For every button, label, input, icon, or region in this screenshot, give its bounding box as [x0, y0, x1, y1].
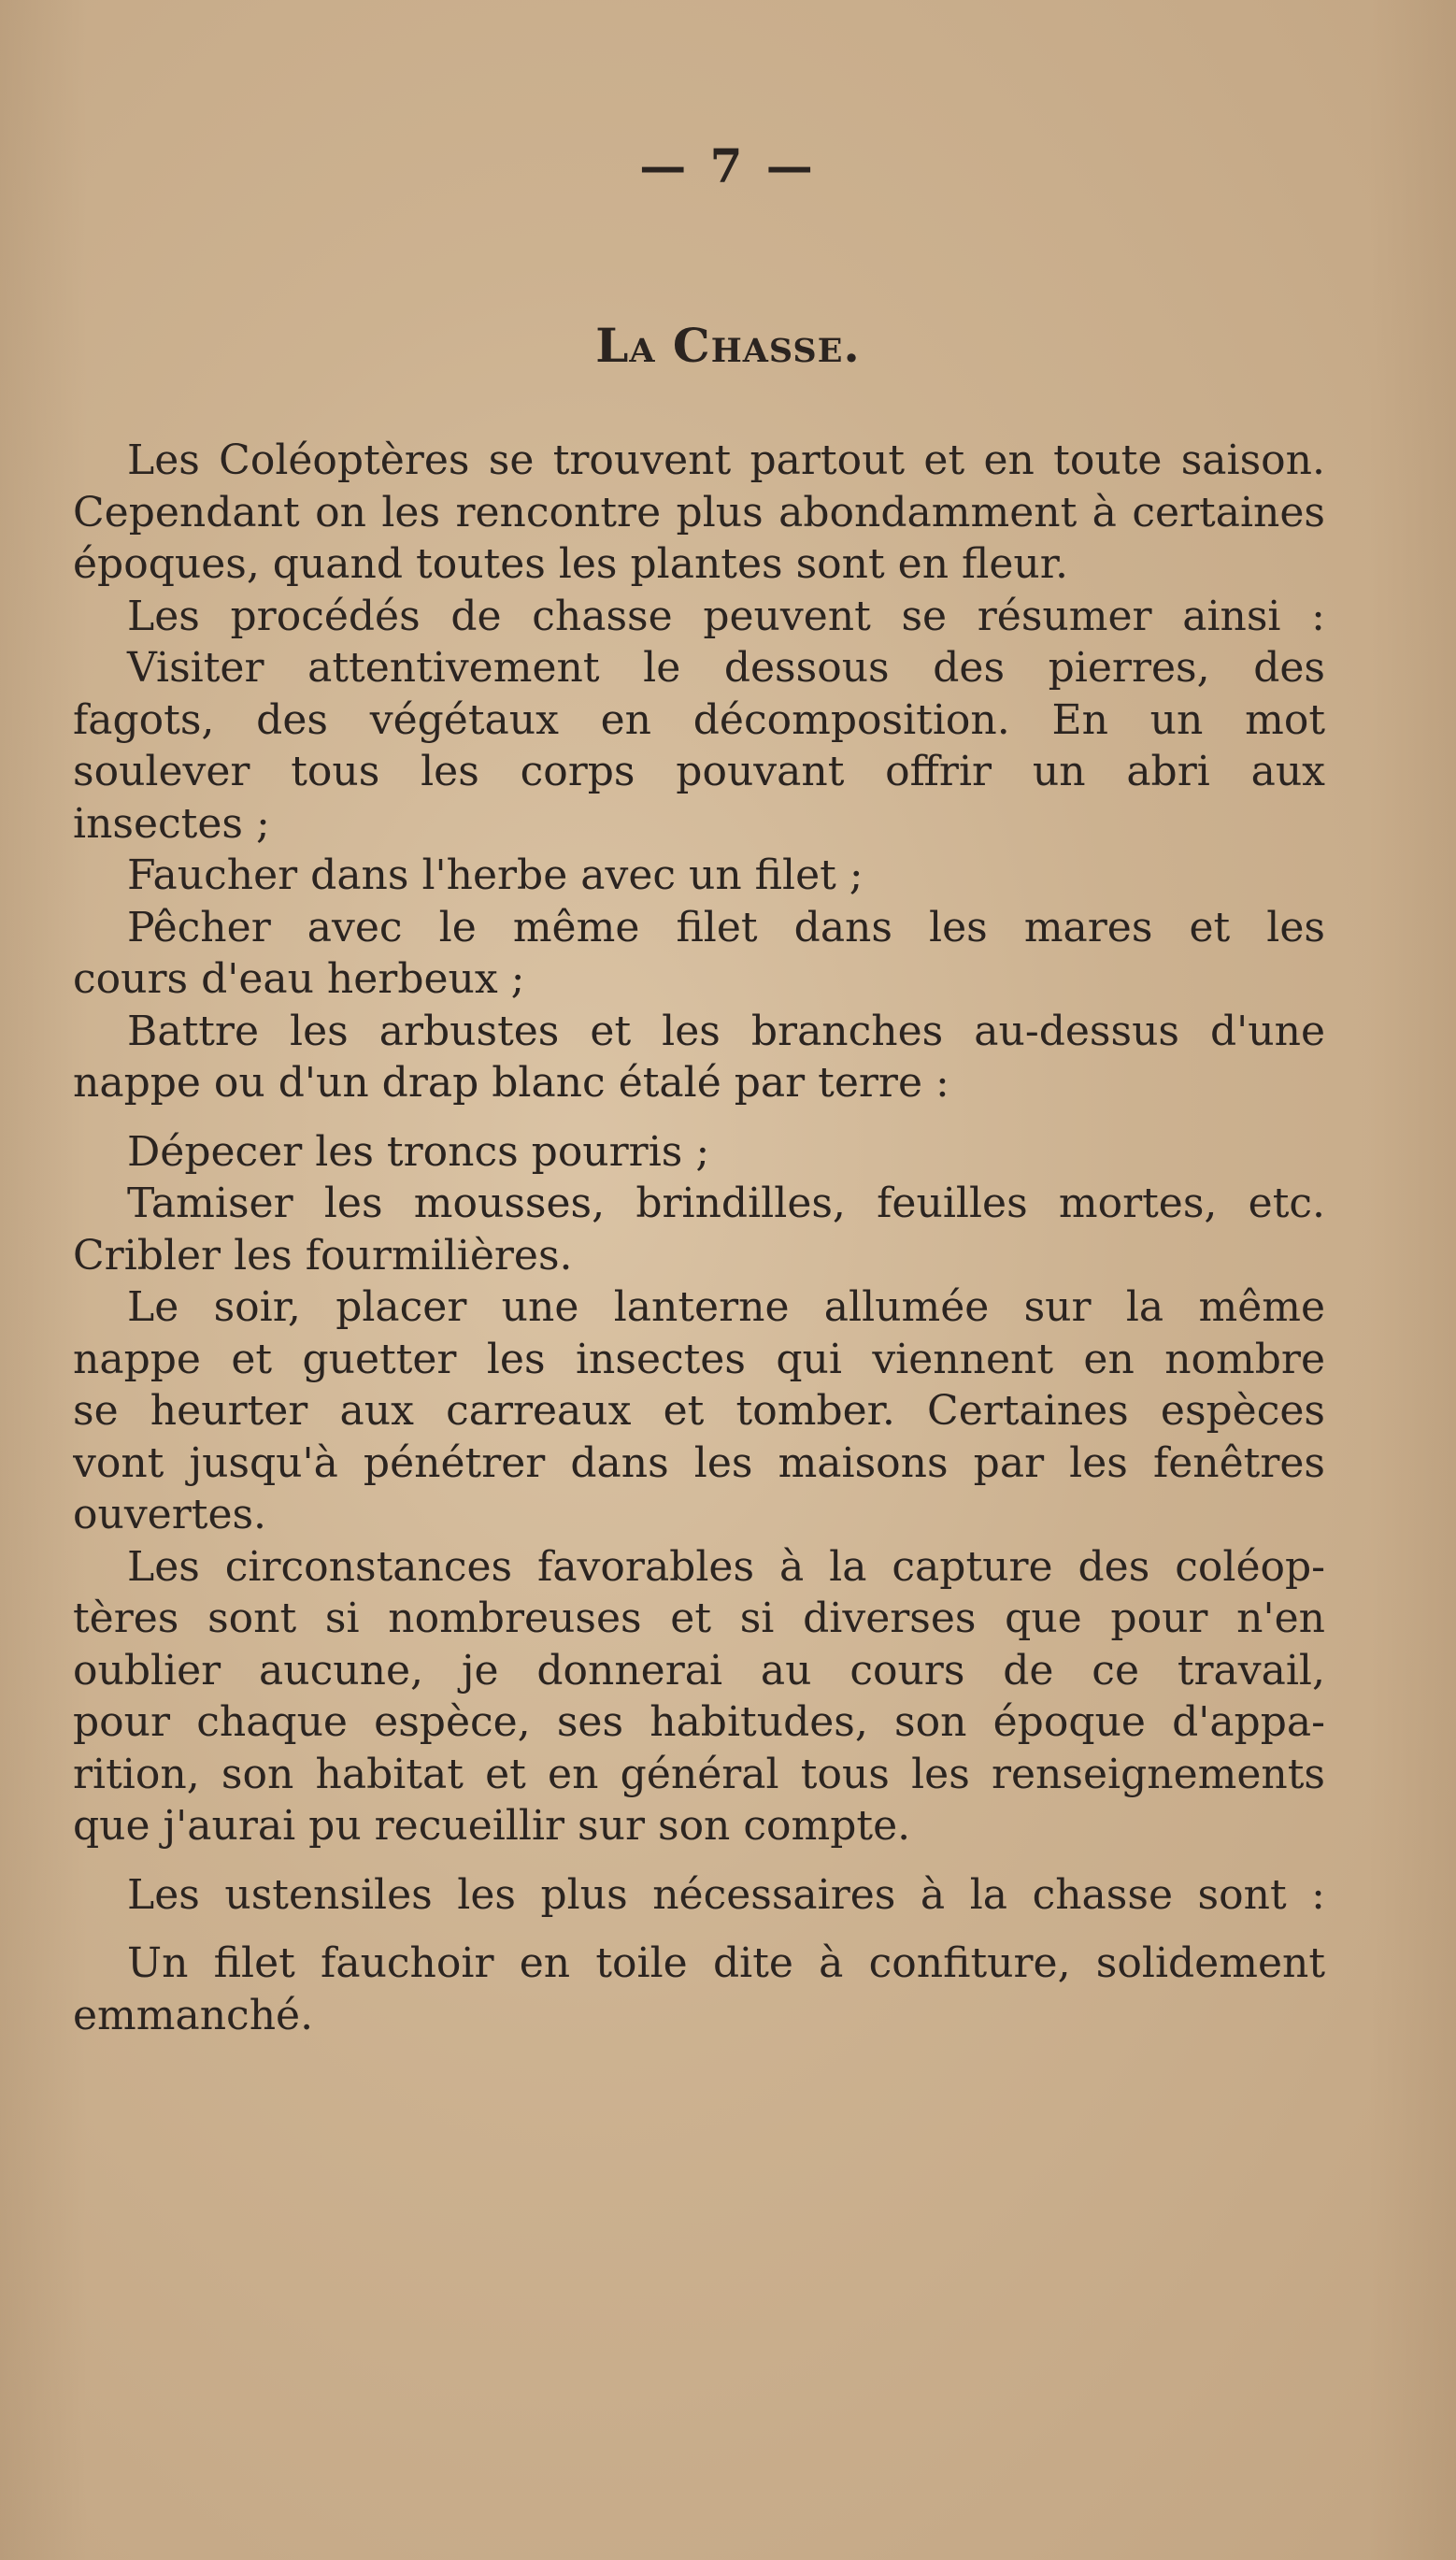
text-line: pour chaque espèce, ses habitudes, son époque d'appa- [73, 1698, 1325, 1746]
text-line: Un filet fauchoir en toile dite à confiture, solidement [127, 1939, 1325, 1987]
text-line: Tamiser les mousses, brindilles, feuilles mortes, etc. [127, 1180, 1325, 1227]
text-line: Les Coléoptères se trouvent partout et en toute saison. [127, 436, 1325, 484]
text-line: fagots, des végétaux en décomposition. En un mot [73, 695, 1325, 744]
text-line: soulever tous les corps pouvant offrir un abri aux [73, 748, 1325, 795]
text-line: oublier aucune, je donnerai au cours de ce travail, [73, 1646, 1325, 1695]
text-line: se heurter aux carreaux et tomber. Certaines espèces [73, 1387, 1325, 1435]
text-line: Les ustensiles les plus nécessaires à la chasse sont : [127, 1870, 1325, 1919]
text-line: nappe ou d'un drap blanc étalé par terre : [73, 1059, 949, 1107]
text-line: rition, son habitat et en général tous les renseignements [73, 1750, 1325, 1798]
page-number: — 7 — [639, 138, 817, 193]
text-line: Cependant on les rencontre plus abondamment à certaines [73, 488, 1325, 536]
text-line: que j'aurai pu recueillir sur son compte. [73, 1802, 911, 1850]
text-line: Le soir, placer une lanterne allumée sur la même [127, 1283, 1325, 1331]
text-line: époques, quand toutes les plantes sont en fleur. [73, 540, 1068, 588]
text-line: Cribler les fourmilières. [73, 1231, 573, 1280]
text-line: vont jusqu'à pénétrer dans les maisons par les fenêtres [73, 1438, 1325, 1487]
text-line: Les circonstances favorables à la capture des coléop- [127, 1542, 1325, 1591]
text-line: ouvertes. [73, 1491, 267, 1538]
text-line: Dépecer les troncs pourris ; [127, 1127, 710, 1176]
text-line: Battre les arbustes et les branches au-dessus d'une [127, 1007, 1325, 1055]
text-line: emmanché. [73, 1991, 314, 2039]
text-line: tères sont si nombreuses et si diverses que pour n'en [73, 1595, 1325, 1642]
text-line: nappe et guetter les insectes qui viennent en nombre [73, 1335, 1325, 1383]
text-line: cours d'eau herbeux ; [73, 955, 525, 1003]
text-line: Visiter attentivement le dessous des pierres, des [127, 644, 1325, 692]
text-line: Pêcher avec le même filet dans les mares et les [127, 903, 1325, 951]
text-line: Faucher dans l'herbe avec un filet ; [127, 851, 864, 899]
page-body [73, 435, 1325, 2041]
section-heading: La Chasse. [595, 318, 861, 373]
text-line: Les procédés de chasse peuvent se résumer ainsi : [127, 592, 1325, 640]
text-line: insectes ; [73, 799, 270, 848]
